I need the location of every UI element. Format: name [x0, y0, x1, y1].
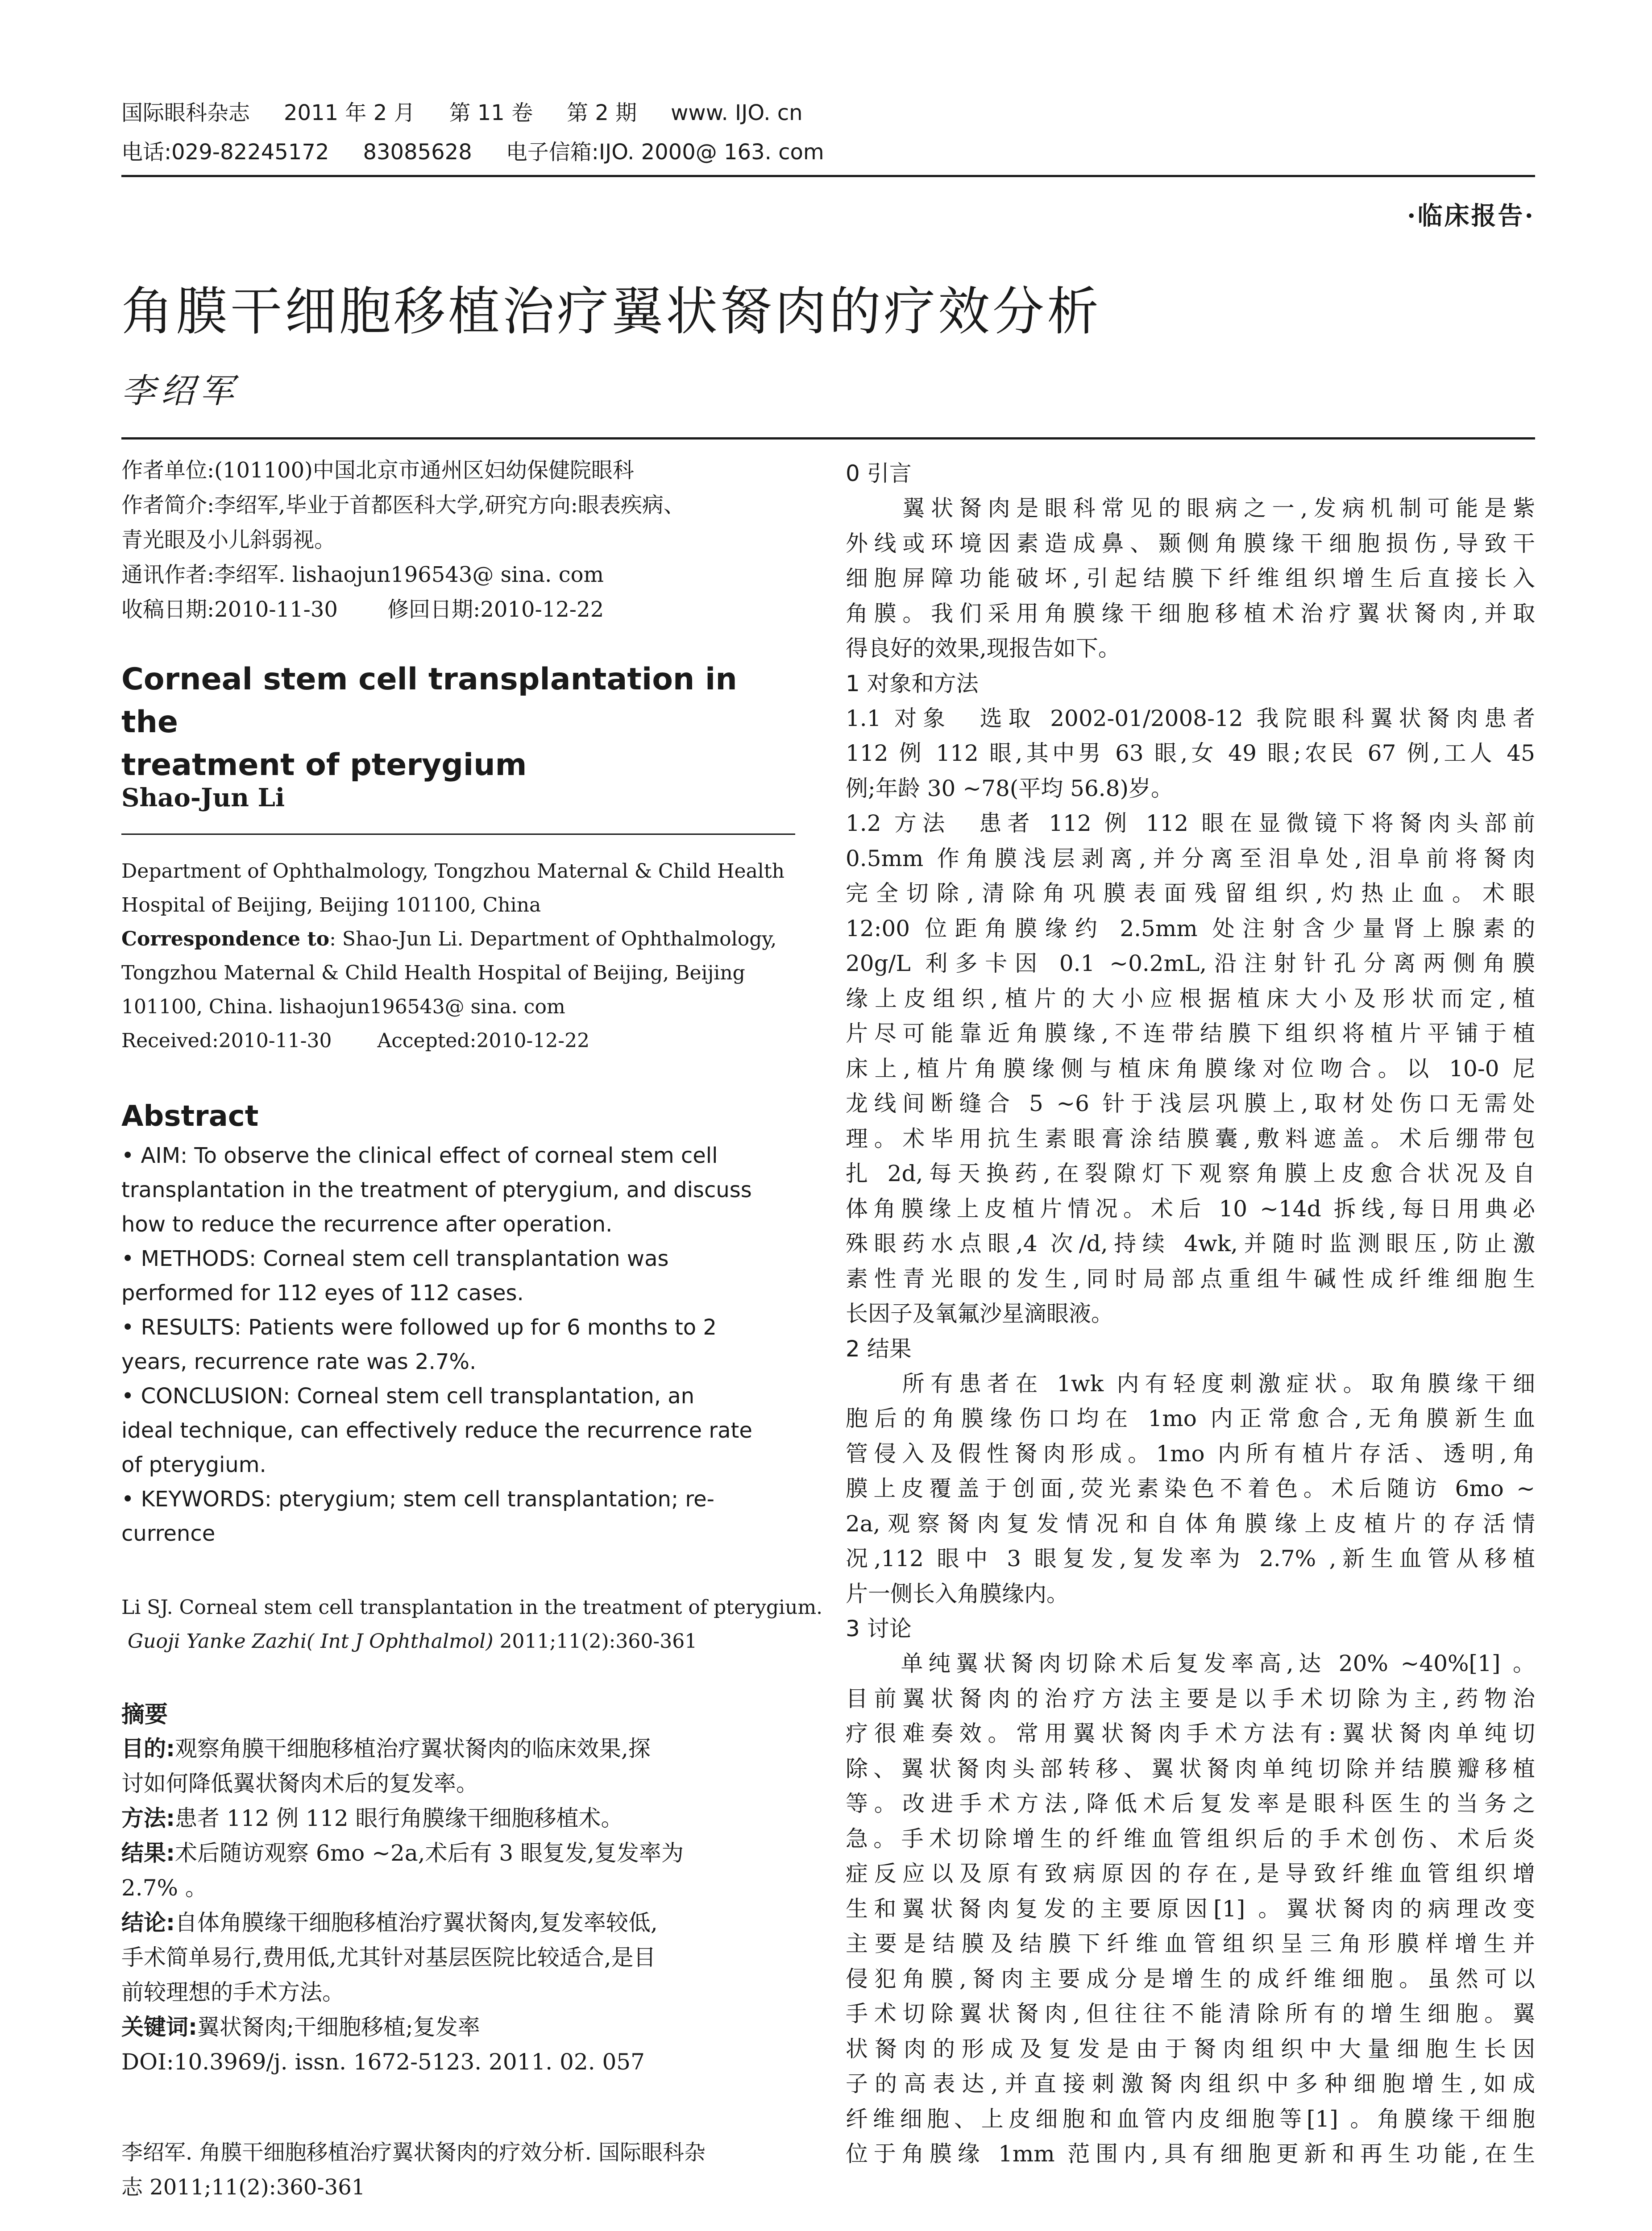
section-heading: 2 结果	[846, 1335, 912, 1362]
phone-2: 83085628	[363, 140, 472, 165]
section-heading: 1 对象和方法	[846, 670, 979, 697]
abstract-cn-text: 自体角膜缘干细胞移植治疗翼状胬肉,复发率较低,	[175, 1910, 658, 1936]
abstract-cn-line	[121, 1766, 795, 1801]
body-line: 理。术毕用抗生素眼膏涂结膜囊,敷料遮盖。术后绷带包	[846, 1125, 1535, 1152]
abstract-cn-line	[121, 1870, 795, 1905]
body-line: 完全切除,清除角巩膜表面残留组织,灼热止血。术眼	[846, 880, 1535, 906]
body-line: 片一侧长入角膜缘内。	[846, 1580, 1069, 1607]
body-line: 素性青光眼的发生,同时局部点重组牛碱性成纤维细胞生	[846, 1265, 1535, 1292]
body-line: 1.1 对象 选取 2002-01/2008-12 我院眼科翼状胬肉患者	[846, 705, 1535, 731]
body-line: 得良好的效果,现报告如下。	[846, 635, 1121, 661]
body-line: 单纯翼状胬肉切除术后复发率高,达 20% ~40%[1] 。	[846, 1650, 1535, 1676]
abstract-cn-label: 结果:	[121, 1840, 175, 1866]
body-line: 角膜。我们采用角膜缘干细胞移植术治疗翼状胬肉,并取	[846, 600, 1535, 626]
body-line: 子的高表达,并直接刺激胬肉组织中多种细胞增生,如成	[846, 2071, 1535, 2097]
abstract-line: • METHODS: Corneal stem cell transplantation was	[121, 1246, 669, 1271]
abstract-cn-text: 患者 112 例 112 眼行角膜缘干细胞移植术。	[175, 1805, 623, 1831]
issue-date: 2011 年 2 月	[284, 100, 415, 125]
abstract-line: • CONCLUSION: Corneal stem cell transplantation, an	[121, 1384, 695, 1409]
dept-line: 101100, China. lishaojun196543@ sina. com	[121, 995, 565, 1018]
body-line: 片尽可能靠近角膜缘,不连带结膜下组织将植片平铺于植	[846, 1020, 1535, 1046]
journal-italic: Guoji Yanke Zazhi( Int J Ophthalmol)	[128, 1630, 494, 1653]
website: www. IJO. cn	[671, 100, 803, 125]
header-rule	[121, 175, 1535, 177]
author-en: Shao-Jun Li	[121, 783, 285, 813]
body-line: 体角膜缘上皮植片情况。术后 10 ~14d 拆线,每日用典必	[846, 1195, 1535, 1222]
author-cn: 李绍军	[121, 371, 239, 411]
abstract-line: how to reduce the recurrence after operation.	[121, 1212, 613, 1237]
citation-cn	[121, 2135, 800, 2205]
abstract-cn-heading: 摘要	[121, 1701, 168, 1728]
title-rule	[121, 437, 1535, 440]
english-title	[121, 658, 800, 787]
citation-volume: 2011;11(2):360-361	[499, 1630, 697, 1653]
body-line: 除、翼状胬肉头部转移、翼状胬肉单纯切除并结膜瓣移植	[846, 1755, 1535, 1782]
abstract-cn-line	[121, 1731, 795, 1766]
affiliation-line: 收稿日期:2010-11-30 修回日期:2010-12-22	[121, 597, 604, 622]
body-line: 所有患者在 1wk 内有轻度刺激症状。取角膜缘干细	[846, 1370, 1535, 1397]
abstract-cn-text: 2.7% 。	[121, 1875, 208, 1901]
body-line: 疗很难奏效。常用翼状胬肉手术方法有:翼状胬肉单纯切	[846, 1721, 1535, 1746]
body-line: 112 例 112 眼,其中男 63 眼,女 49 眼;农民 67 例,工人 45	[846, 740, 1535, 766]
body-line: 12:00 位距角膜缘约 2.5mm 处注射含少量肾上腺素的	[846, 915, 1535, 941]
affiliation-line: 作者简介:李绍军,毕业于首都医科大学,研究方向:眼表疾病、	[121, 493, 685, 518]
body-line: 况,112 眼中 3 眼复发,复发率为 2.7% ,新生血管从移植	[846, 1546, 1535, 1572]
issue-number: 第 2 期	[567, 100, 637, 125]
abstract-line: ideal technique, can effectively reduce the recurrence rate	[121, 1418, 752, 1443]
abstract-cn-line	[121, 2044, 795, 2079]
phone: 电话:029-82245172	[121, 140, 329, 165]
affiliation-block	[121, 453, 800, 627]
body-line: 目前翼状胬肉的治疗方法主要是以手术切除为主,药物治	[846, 1685, 1535, 1712]
abstract-line: • AIM: To observe the clinical effect of corneal stem cell	[121, 1143, 718, 1168]
body-line: 扎 2d,每天换药,在裂隙灯下观察角膜上皮愈合状况及自	[846, 1161, 1535, 1186]
journal-header-line-1	[121, 99, 837, 127]
abstract-cn-text: 观察角膜干细胞移植治疗翼状胬肉的临床效果,探	[175, 1736, 651, 1762]
citation-cn-line: 志 2011;11(2):360-361	[121, 2175, 365, 2200]
body-line: 急。手术切除增生的纤维血管组织后的手术创伤、术后炎	[846, 1825, 1535, 1852]
abstract-cn-line	[121, 1905, 795, 1940]
department-block	[121, 854, 800, 1058]
section-heading: 3 讨论	[846, 1616, 912, 1642]
abstract-cn-line	[121, 1801, 795, 1836]
abstract-cn-text: DOI:10.3969/j. issn. 1672-5123. 2011. 02. 057	[121, 2049, 645, 2075]
body-line: 位于角膜缘 1mm 范围内,具有细胞更新和再生功能,在生	[846, 2141, 1535, 2167]
body-line: 1.2 方法 患者 112 例 112 眼在显微镜下将胬肉头部前	[846, 810, 1535, 836]
body-text	[846, 456, 1535, 2172]
abstract-line: • KEYWORDS: pterygium; stem cell transplantation; re-	[121, 1487, 714, 1512]
body-line: 胞后的角膜缘伤口均在 1mo 内正常愈合,无角膜新生血	[846, 1406, 1535, 1431]
article-title-cn: 角膜干细胞移植治疗翼状胬肉的疗效分析	[121, 282, 1101, 342]
body-line: 长因子及氧氟沙星滴眼液。	[846, 1301, 1113, 1327]
volume: 第 11 卷	[449, 100, 533, 125]
body-line: 缘上皮组织,植片的大小应根据植床大小及形状而定,植	[846, 985, 1535, 1012]
abstract-cn-line	[121, 1940, 795, 1975]
abstract-cn-text: 前较理想的手术方法。	[121, 1979, 345, 2005]
abstract-cn-text: 讨如何降低翼状胬肉术后的复发率。	[121, 1771, 478, 1796]
email: 电子信箱:IJO. 2000@ 163. com	[506, 140, 824, 165]
correspondence-text: : Shao-Jun Li. Department of Ophthalmology,	[329, 928, 777, 950]
abstract-cn-text: 术后随访观察 6mo ~2a,术后有 3 眼复发,复发率为	[175, 1840, 684, 1866]
body-line: 等。改进手术方法,降低术后复发率是眼科医生的当务之	[846, 1791, 1535, 1816]
body-line: 外线或环境因素造成鼻、颞侧角膜缘干细胞损伤,导致干	[846, 530, 1535, 556]
citation-cn-line: 李绍军. 角膜干细胞移植治疗翼状胬肉的疗效分析. 国际眼科杂	[121, 2140, 706, 2165]
citation-en-line: Li SJ. Corneal stem cell transplantation in the treatment of pterygium.	[121, 1596, 823, 1619]
abstract-cn-line	[121, 2010, 795, 2044]
dept-line: Tongzhou Maternal & Child Health Hospital of Beijing, Beijing	[121, 962, 745, 984]
section-tag: ·临床报告·	[1407, 201, 1535, 231]
body-line: 0.5mm 作角膜浅层剥离,并分离至泪阜处,泪阜前将胬肉	[846, 845, 1535, 871]
citation-en	[121, 1591, 823, 1659]
abstract-heading: Abstract	[121, 1100, 259, 1133]
dept-line: Department of Ophthalmology, Tongzhou Maternal & Child Health	[121, 860, 784, 883]
dept-line: Hospital of Beijing, Beijing 101100, China	[121, 894, 541, 916]
abstract-cn-line	[121, 1836, 795, 1870]
author-rule	[121, 834, 795, 835]
english-title-line: treatment of pterygium	[121, 747, 527, 783]
abstract-cn-text: 手术简单易行,费用低,尤其针对基层医院比较适合,是目	[121, 1945, 656, 1970]
abstract-line: • RESULTS: Patients were followed up for 6 months to 2	[121, 1315, 717, 1340]
affiliation-line: 青光眼及小儿斜弱视。	[121, 527, 336, 552]
body-line: 20g/L 利多卡因 0.1 ~0.2mL,沿注射针孔分离两侧角膜	[846, 950, 1535, 976]
body-line: 细胞屏障功能破坏,引起结膜下纤维组织增生后直接长入	[846, 565, 1535, 591]
body-line: 状胬肉的形成及复发是由于胬肉组织中大量细胞生长因	[846, 2036, 1535, 2062]
abstract-cn-text: 翼状胬肉;干细胞移植;复发率	[197, 2014, 480, 2040]
body-line: 龙线间断缝合 5 ~6 针于浅层巩膜上,取材处伤口无需处	[846, 1091, 1535, 1116]
body-line: 侵犯角膜,胬肉主要成分是增生的成纤维细胞。虽然可以	[846, 1966, 1535, 1992]
abstract-cn-line	[121, 1975, 795, 2010]
body-line: 主要是结膜及结膜下纤维血管组织呈三角形膜样增生并	[846, 1931, 1535, 1957]
body-line: 翼状胬肉是眼科常见的眼病之一,发病机制可能是紫	[846, 495, 1535, 521]
section-heading: 0 引言	[846, 460, 912, 486]
body-line: 2a,观察胬肉复发情况和自体角膜缘上皮植片的存活情	[846, 1510, 1535, 1537]
affiliation-line: 作者单位:(101100)中国北京市通州区妇幼保健院眼科	[121, 458, 634, 483]
body-line: 床上,植片角膜缘侧与植床角膜缘对位吻合。以 10-0 尼	[846, 1055, 1535, 1082]
abstract-line: years, recurrence rate was 2.7%.	[121, 1349, 477, 1374]
body-line: 纤维细胞、上皮细胞和血管内皮细胞等[1] 。角膜缘干细胞	[846, 2106, 1535, 2132]
citation-en-line	[121, 1625, 800, 1659]
body-line: 生和翼状胬肉复发的主要原因[1] 。翼状胬肉的病理改变	[846, 1895, 1535, 1922]
body-line: 膜上皮覆盖于创面,荧光素染色不着色。术后随访 6mo ~	[846, 1476, 1535, 1501]
journal-header-line-2	[121, 138, 858, 166]
affiliation-line: 通讯作者:李绍军. lishaojun196543@ sina. com	[121, 562, 604, 587]
abstract-cn-label: 结论:	[121, 1910, 175, 1936]
body-line: 手术切除翼状胬肉,但往往不能清除所有的增生细胞。翼	[846, 2001, 1535, 2027]
abstract-en	[121, 1139, 795, 1551]
abstract-line: transplantation in the treatment of pterygium, and discuss	[121, 1178, 752, 1203]
journal-name: 国际眼科杂志	[121, 100, 250, 125]
abstract-line: performed for 112 eyes of 112 cases.	[121, 1281, 524, 1306]
body-line: 症反应以及原有致病原因的存在,是导致纤维血管组织增	[846, 1861, 1535, 1887]
correspondence-line: Correspondence to: Shao-Jun Li. Department of Ophthalmology,	[121, 928, 777, 950]
body-line: 管侵入及假性胬肉形成。1mo 内所有植片存活、透明,角	[846, 1440, 1535, 1467]
abstract-line: of pterygium.	[121, 1452, 266, 1477]
abstract-cn-label: 目的:	[121, 1736, 175, 1762]
abstract-cn	[121, 1731, 795, 2079]
english-title-line: Corneal stem cell transplantation in the	[121, 662, 737, 740]
abstract-line: currence	[121, 1521, 216, 1546]
abstract-cn-label: 方法:	[121, 1805, 175, 1831]
body-line: 殊眼药水点眼,4 次/d,持续 4wk,并随时监测眼压,防止激	[846, 1231, 1535, 1256]
abstract-cn-label: 关键词:	[121, 2014, 197, 2040]
dates-line: Received:2010-11-30 Accepted:2010-12-22	[121, 1029, 590, 1052]
body-line: 例;年龄 30 ~78(平均 56.8)岁。	[846, 775, 1174, 801]
